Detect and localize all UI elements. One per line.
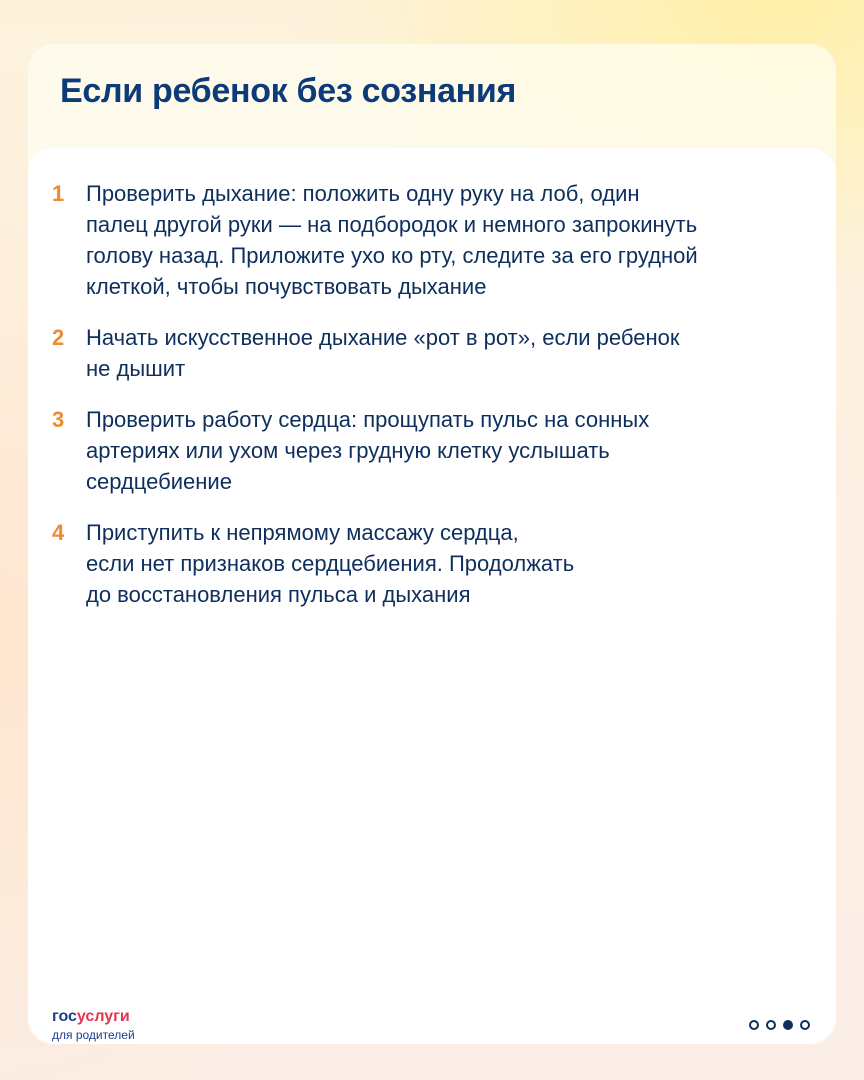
- logo-part-uslugi: услуги: [76, 1008, 130, 1025]
- pagination-dot-active[interactable]: [783, 1020, 793, 1030]
- step-number: 4: [52, 520, 65, 545]
- step-text: Приступить к непрямому массажу сердца, если нет признаков сердцебиения. Продолжать до восстановления пульса и дыхания: [86, 520, 575, 607]
- step-text: Проверить дыхание: положить одну руку на лоб, один палец другой руки — на подбородок и немного запрокинуть голову назад. Приложите ухо ко рту, следите за его грудной клеткой, чтобы почувствовать дыхание: [86, 181, 698, 299]
- step-item: [52, 178, 812, 302]
- pagination-dot[interactable]: [766, 1020, 776, 1030]
- pagination-dots: [749, 1020, 810, 1030]
- logo-subtitle: для родителей: [52, 1028, 135, 1042]
- steps-list: [52, 178, 812, 630]
- step-number: 2: [52, 325, 65, 350]
- gosuslugi-logo: [52, 1008, 135, 1042]
- step-item: [52, 322, 812, 384]
- pagination-dot[interactable]: [800, 1020, 810, 1030]
- step-item: [52, 404, 812, 497]
- logo-part-gos: гос: [52, 1008, 77, 1025]
- step-text: Начать искусственное дыхание «рот в рот», если ребенок не дышит: [86, 325, 680, 381]
- page-title: Если ребенок без сознания: [60, 72, 517, 110]
- step-text: Проверить работу сердца: прощупать пульс на сонных артериях или ухом через грудную клетку услышать сердцебиение: [86, 407, 650, 494]
- logo-wordmark: [52, 1008, 135, 1026]
- step-number: 1: [52, 181, 65, 206]
- step-item: [52, 517, 812, 610]
- step-number: 3: [52, 407, 65, 432]
- pagination-dot[interactable]: [749, 1020, 759, 1030]
